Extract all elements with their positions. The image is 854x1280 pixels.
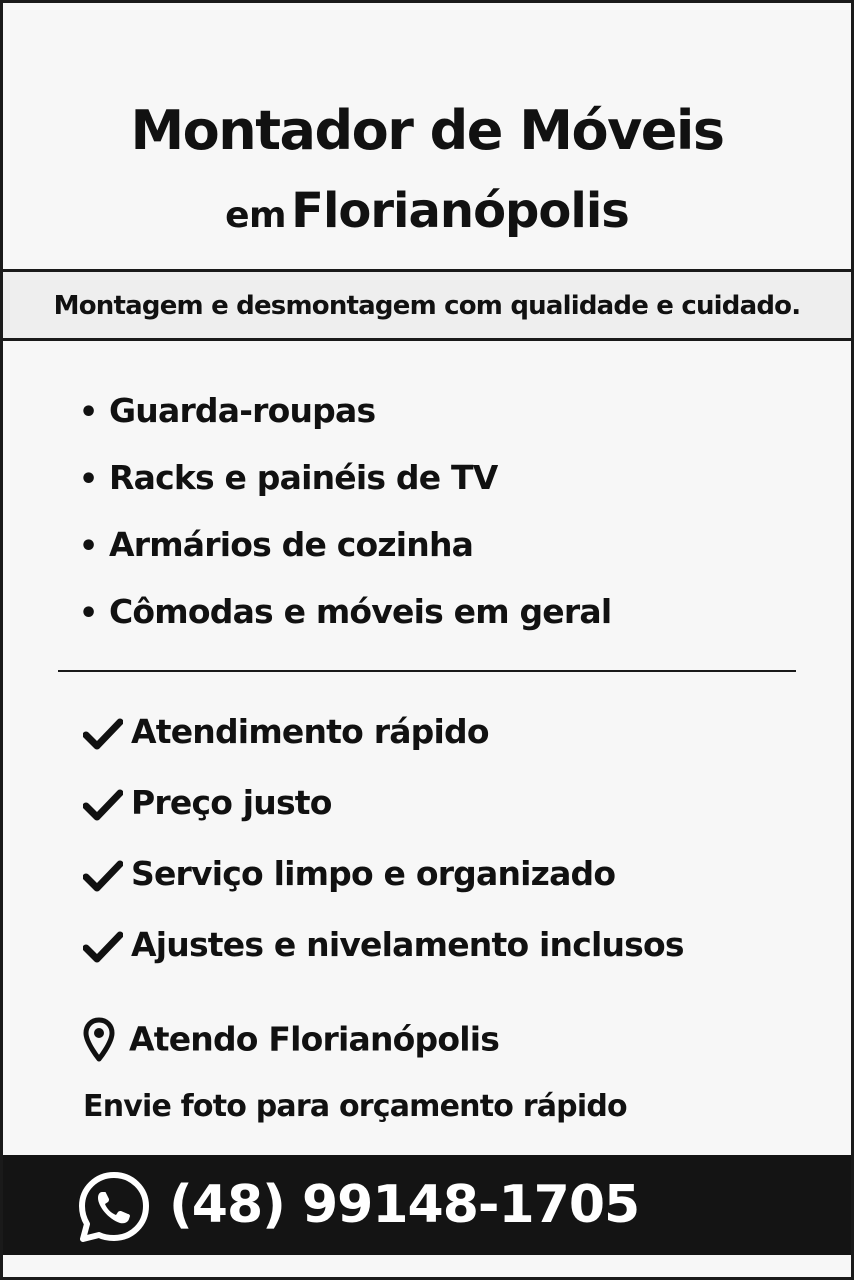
furniture-item-label: Armários de cozinha [109, 525, 474, 564]
bullet-icon: • [79, 596, 98, 631]
check-icon [83, 788, 131, 822]
tagline-band [3, 269, 851, 341]
bullet-icon: • [79, 395, 98, 430]
section-divider [58, 670, 796, 672]
benefit-label: Preço justo [131, 783, 332, 822]
check-icon [83, 930, 131, 964]
bullet-icon: • [79, 462, 98, 497]
page-title: Montador de Móveis [130, 99, 724, 162]
furniture-item-label: Racks e painéis de TV [109, 458, 498, 497]
list-item [83, 778, 684, 849]
tagline: Montagem e desmontagem com qualidade e cuidado. [53, 291, 801, 321]
list-item [79, 454, 611, 521]
list-item [79, 387, 611, 454]
whatsapp-icon [75, 1168, 153, 1246]
furniture-list [79, 387, 611, 655]
list-item [83, 849, 684, 920]
list-item [83, 707, 684, 778]
page-subtitle [3, 181, 851, 252]
title-city: Florianópolis [291, 183, 629, 239]
benefit-label: Atendimento rápido [131, 712, 489, 751]
list-item [79, 521, 611, 588]
location-text: Atendo Florianópolis [129, 1019, 500, 1059]
bullet-icon: • [79, 529, 98, 564]
benefit-list [83, 707, 684, 991]
title-prefix: em [225, 195, 287, 236]
phone-number[interactable]: (48) 99148-1705 [169, 1175, 640, 1235]
benefit-label: Ajustes e nivelamento inclusos [131, 925, 684, 964]
photo-note: Envie foto para orçamento rápido [83, 1089, 627, 1124]
check-icon [83, 859, 131, 893]
header [3, 3, 851, 267]
list-item [79, 588, 611, 655]
list-item [83, 920, 684, 991]
check-icon [83, 717, 131, 751]
furniture-item-label: Cômodas e móveis em geral [109, 592, 612, 631]
benefit-label: Serviço limpo e organizado [131, 854, 616, 893]
furniture-item-label: Guarda-roupas [109, 391, 376, 430]
location-pin-icon [83, 1017, 129, 1063]
phone-bar [3, 1155, 851, 1255]
location-row [83, 1015, 499, 1067]
